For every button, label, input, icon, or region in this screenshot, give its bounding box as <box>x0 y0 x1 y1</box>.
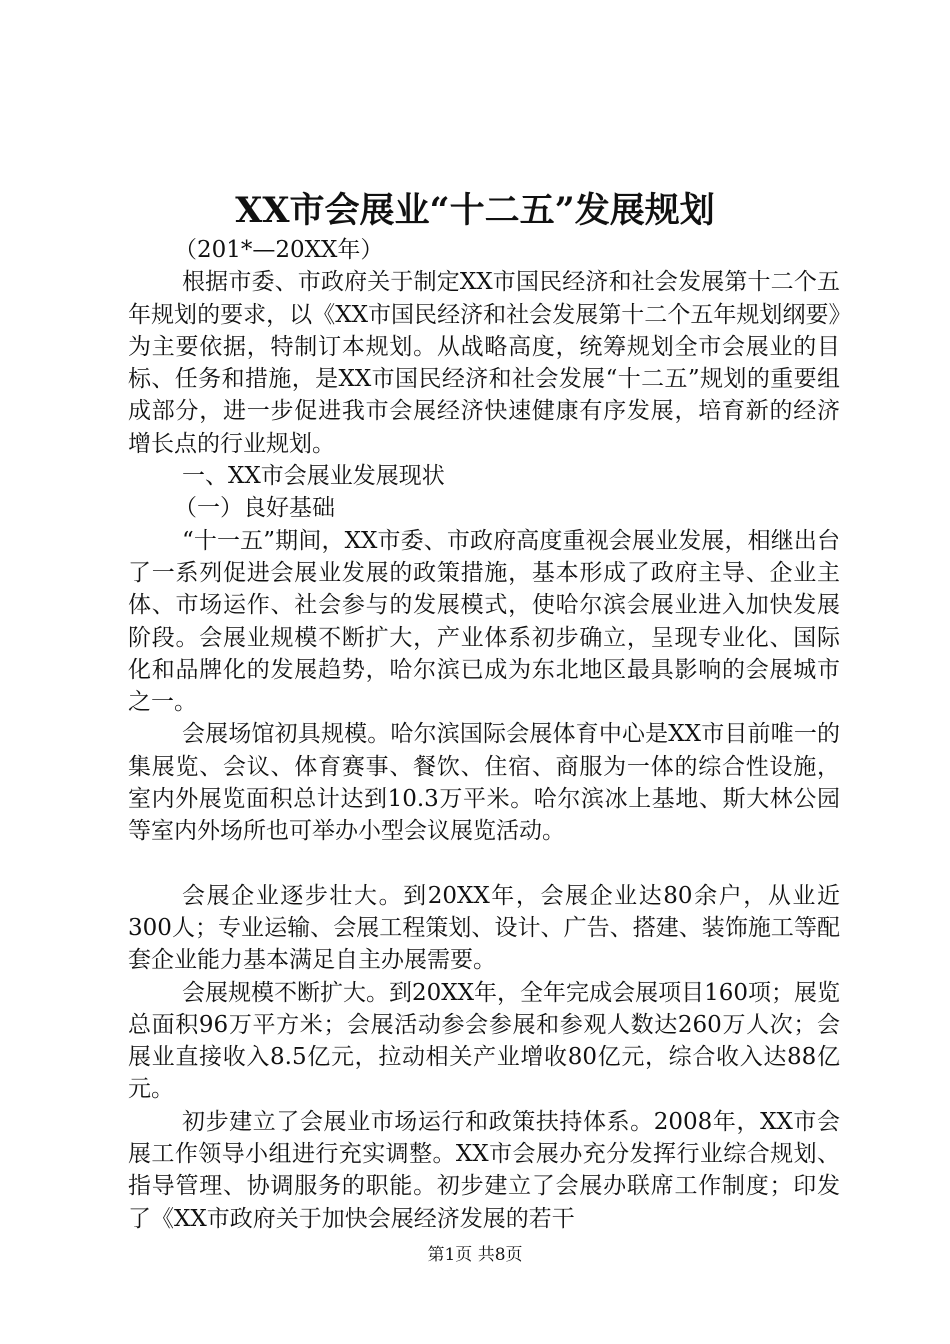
document-title: XX市会展业“十二五”发展规划 <box>235 190 715 231</box>
paragraph-spacer <box>128 848 840 880</box>
body-paragraph: 会展企业逐步壮大。到20XX年，会展企业达80余户，从业近300人；专业运输、会展工程策划、设计、广告、搭建、装饰施工等配套企业能力基本满足自主办展需要。 <box>128 882 840 974</box>
body-paragraph: 初步建立了会展业市场运行和政策扶持体系。2008年，XX市会展工作领导小组进行充实调整。XX市会展办充分发挥行业综合规划、指导管理、协调服务的职能。初步建立了会展办联席工作制度；印发了《XX市政府关于加快会展经济发展的若干 <box>128 1108 840 1232</box>
intro-paragraph: 根据市委、市政府关于制定XX市国民经济和社会发展第十二个五年规划的要求，以《XX市国民经济和社会发展第十二个五年规划纲要》为主要依据，特制订本规划。从战略高度，统筹规划全市会展业的目标、任务和措施，是XX市国民经济和社会发展“十二五”规划的重要组成部分，进一步促进我市会展经济快速健康有序发展，培育新的经济增长点的行业规划。 <box>128 269 840 457</box>
subsection-heading: （一）良好基础 <box>174 495 335 522</box>
body-paragraph: 会展场馆初具规模。哈尔滨国际会展体育中心是XX市目前唯一的集展览、会议、体育赛事、餐饮、住宿、商服为一体的综合性设施，室内外展览面积总计达到10.3万平米。哈尔滨冰上基地、斯大林公园等室内外场所也可举办小型会议展览活动。 <box>128 721 840 845</box>
body-paragraph: 会展规模不断扩大。到20XX年，全年完成会展项目160项；展览总面积96万平方米；会展活动参会参展和参观人数达260万人次；会展业直接收入8.5亿元，拉动相关产业增收80亿元，综合收入达88亿元。 <box>128 979 840 1103</box>
date-range: （201*—20XX年） <box>174 237 384 263</box>
section-heading: 一、XX市会展业发展现状 <box>182 463 445 490</box>
document-body <box>128 234 840 1235</box>
page-footer: 第1页 共8页 <box>427 1245 523 1265</box>
body-paragraph: “十一五”期间，XX市委、市政府高度重视会展业发展，相继出台了一系列促进会展业发展的政策措施，基本形成了政府主导、企业主体、市场运作、社会参与的发展模式，使哈尔滨会展业进入加快发展阶段。会展业规模不断扩大，产业体系初步确立，呈现专业化、国际化和品牌化的发展趋势，哈尔滨已成为东北地区最具影响的会展城市之一。 <box>128 527 840 716</box>
